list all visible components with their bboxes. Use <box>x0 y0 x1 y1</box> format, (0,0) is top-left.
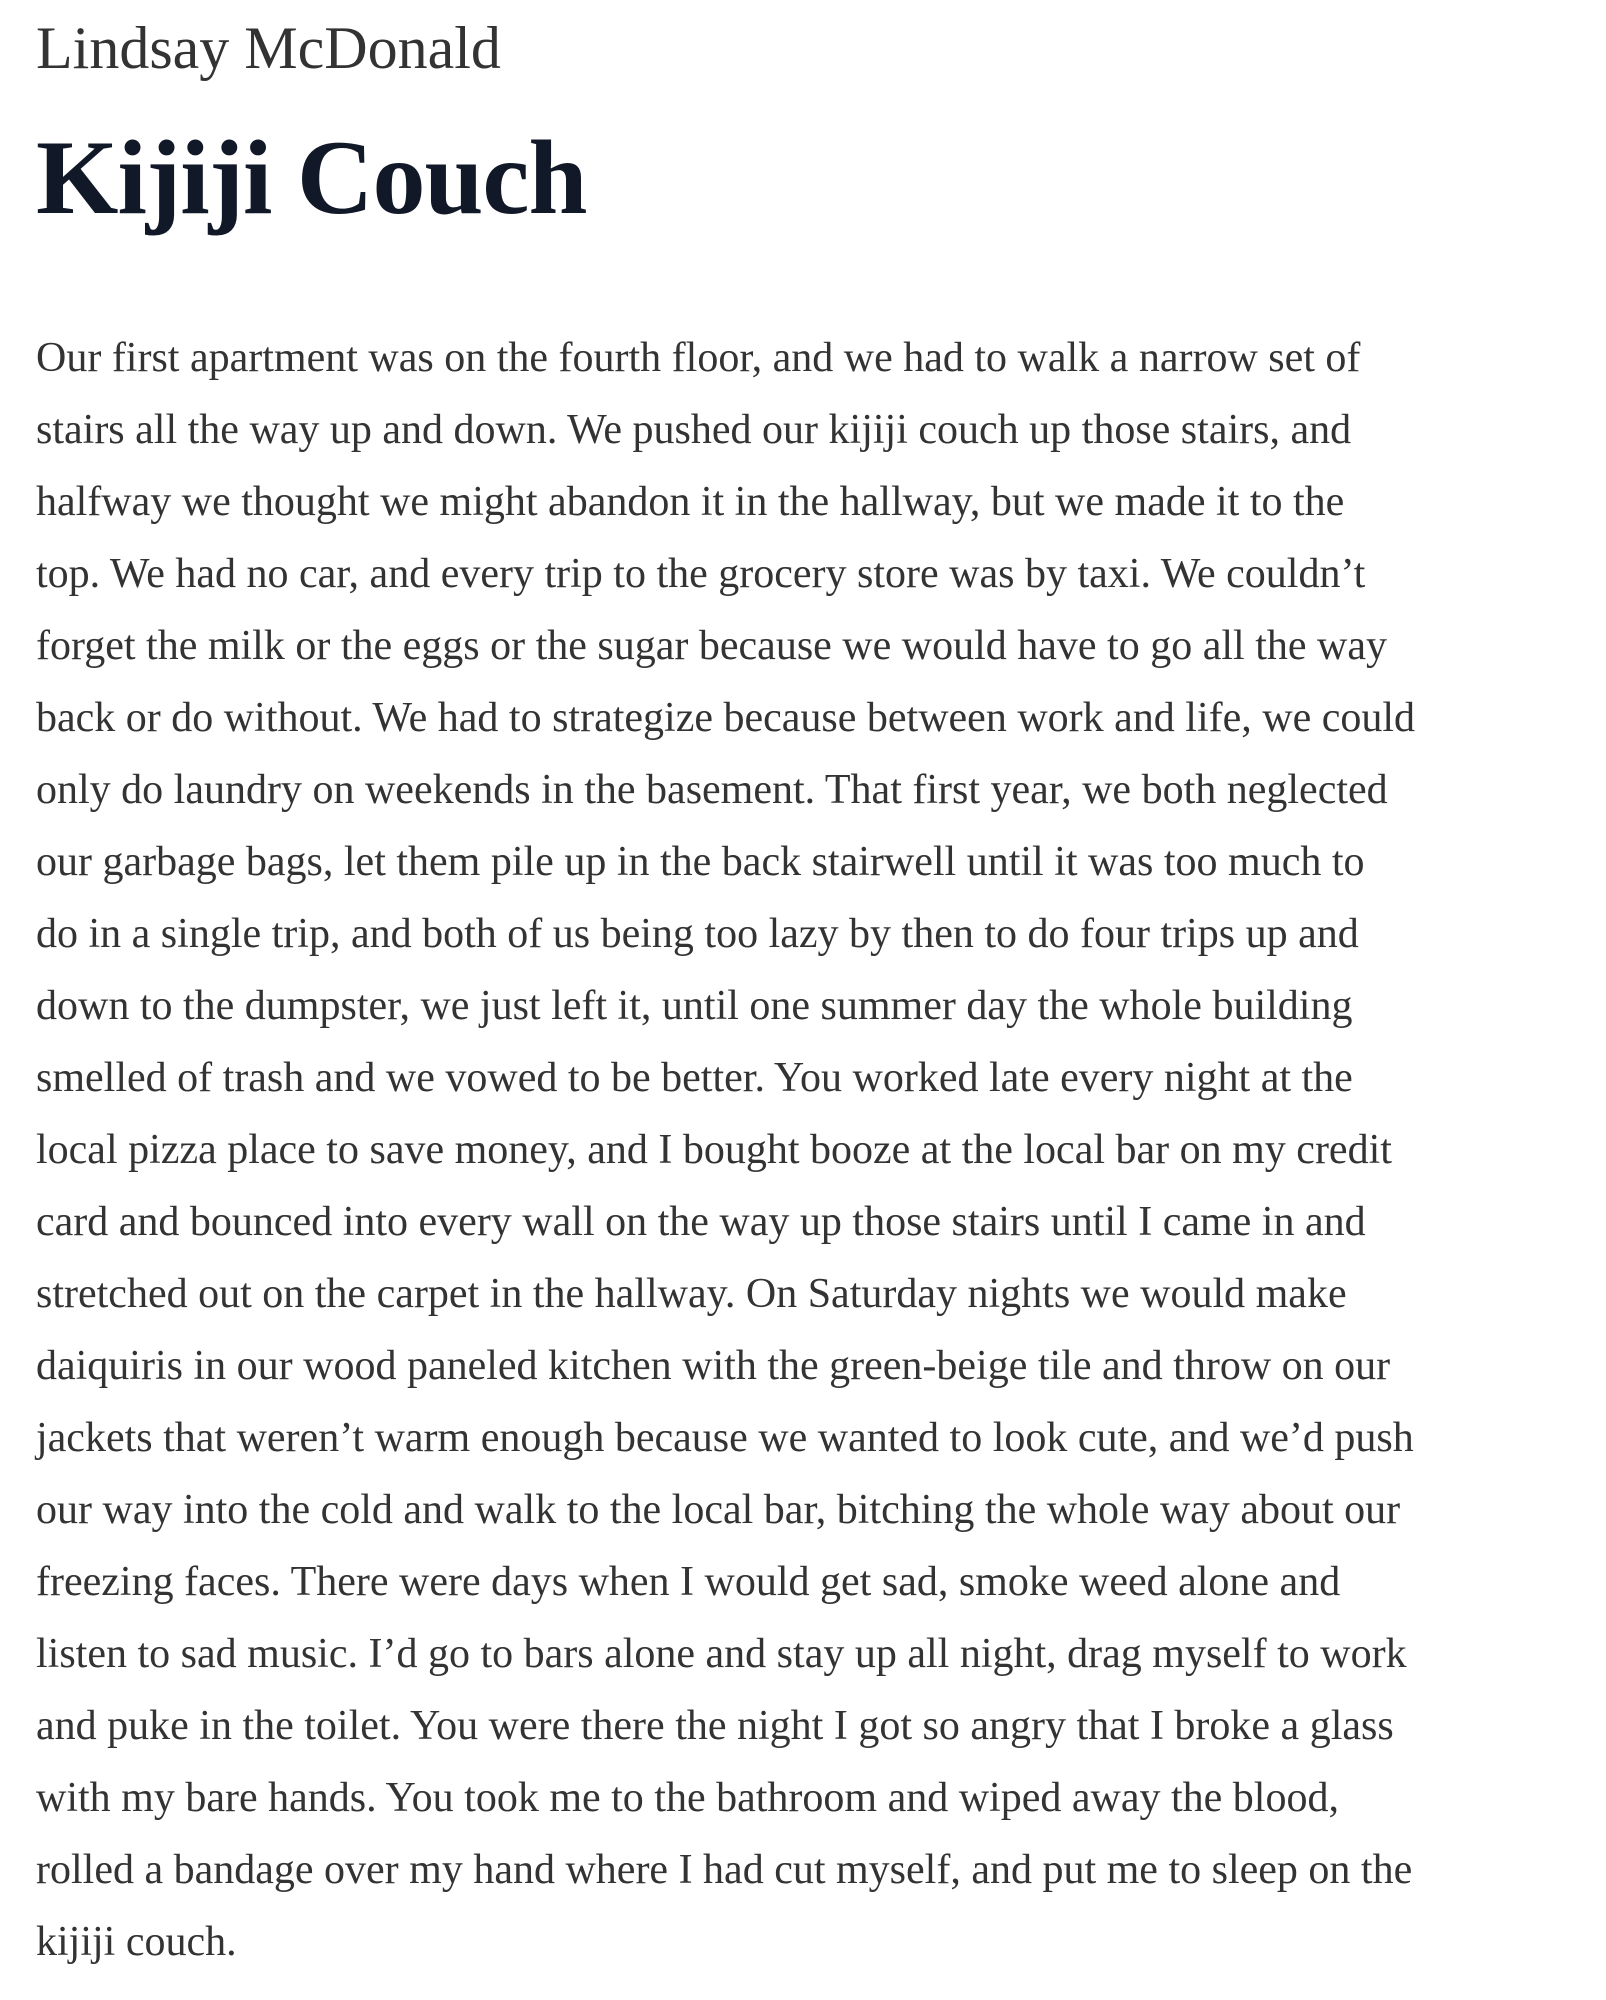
body-line: our way into the cold and walk to the local bar, bitching the whole way about our <box>36 1487 1401 1533</box>
body-line: card and bounced into every wall on the way up those stairs until I came in and <box>36 1199 1366 1245</box>
body-line: listen to sad music. I’d go to bars alone and stay up all night, drag myself to work <box>36 1631 1407 1677</box>
body-line: only do laundry on weekends in the basement. That first year, we both neglected <box>36 767 1388 813</box>
body-line: freezing faces. There were days when I would get sad, smoke weed alone and <box>36 1559 1341 1605</box>
body-line: local pizza place to save money, and I bought booze at the local bar on my credit <box>36 1127 1392 1173</box>
body-line: stairs all the way up and down. We pushed our kijiji couch up those stairs, and <box>36 407 1352 453</box>
body-line: daiquiris in our wood paneled kitchen with the green-beige tile and throw on our <box>36 1343 1391 1389</box>
body-line: halfway we thought we might abandon it in the hallway, but we made it to the <box>36 479 1345 525</box>
body-line: our garbage bags, let them pile up in the back stairwell until it was too much to <box>36 839 1365 885</box>
body-line: top. We had no car, and every trip to the grocery store was by taxi. We couldn’t <box>36 551 1366 597</box>
body-line: with my bare hands. You took me to the bathroom and wiped away the blood, <box>36 1775 1339 1821</box>
body-line: and puke in the toilet. You were there the night I got so angry that I broke a glass <box>36 1703 1394 1749</box>
body-line: jackets that weren’t warm enough because we wanted to look cute, and we’d push <box>36 1415 1414 1461</box>
body-line: smelled of trash and we vowed to be better. You worked late every night at the <box>36 1055 1353 1101</box>
body-line: rolled a bandage over my hand where I had cut myself, and put me to sleep on the <box>36 1847 1413 1893</box>
body-line: stretched out on the carpet in the hallway. On Saturday nights we would make <box>36 1271 1347 1317</box>
body-line: do in a single trip, and both of us being too lazy by then to do four trips up and <box>36 911 1359 957</box>
body-line: forget the milk or the eggs or the sugar because we would have to go all the way <box>36 623 1387 669</box>
body-line: Our first apartment was on the fourth floor, and we had to walk a narrow set of <box>36 335 1361 381</box>
author-name: Lindsay McDonald <box>36 15 501 81</box>
story-title: Kijiji Couch <box>36 119 587 236</box>
body-line: down to the dumpster, we just left it, until one summer day the whole building <box>36 983 1353 1029</box>
body-line: back or do without. We had to strategize because between work and life, we could <box>36 695 1416 741</box>
story-body <box>36 322 1415 1978</box>
body-line: kijiji couch. <box>36 1919 237 1965</box>
